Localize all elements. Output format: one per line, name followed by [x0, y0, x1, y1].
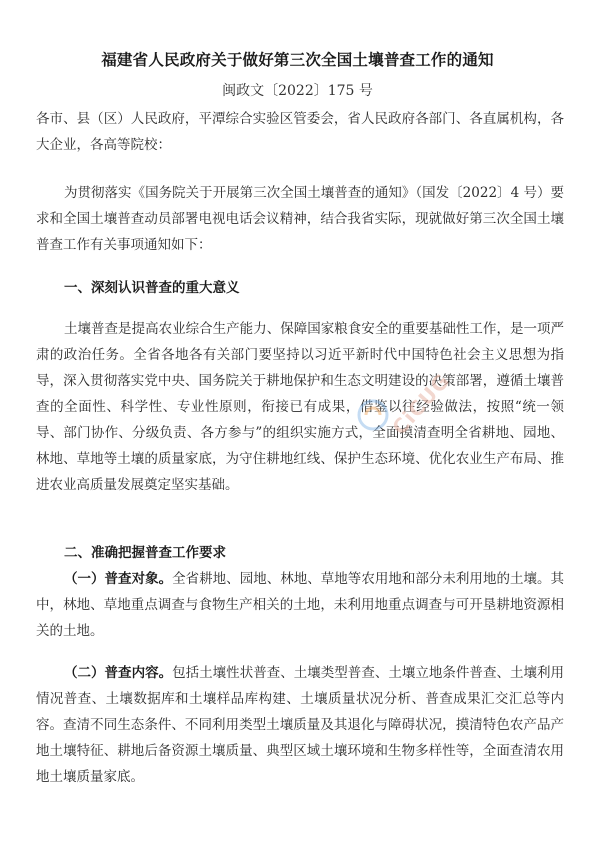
item-1-lead: （一）普查对象。 — [64, 571, 173, 587]
watermark-logo-icon — [356, 398, 390, 432]
document-title: 福建省人民政府关于做好第三次全国土壤普查工作的通知 — [101, 51, 494, 69]
intro-paragraph: 为贯彻落实《国务院关于开展第三次全国土壤普查的通知》（国发〔2022〕4 号）要求和全国土壤普查动员部署电视电话会议精神，结合我省实际，现就做好第三次全国土壤普查工作有关事项通知如下： — [36, 185, 564, 253]
addressee-line: 各市、县（区）人民政府，平潭综合实验区管委会，省人民政府各部门、各直属机构，各大企业，各高等院校： — [36, 111, 564, 153]
watermark-text: CiCUG — [387, 368, 455, 440]
section-1-body: 土壤普查是提高农业综合生产能力、保障国家粮食安全的重要基础性工作，是一项严肃的政治任务。全省各地各有关部门要坚持以习近平新时代中国特色社会主义思想为指导，深入贯彻落实党中央、国务院关于耕地保护和生态文明建设的决策部署，遵循土壤普查的全面性、科学性、专业性原则，衔接已有成果，借鉴以往经验做法，按照“统一领导、部门协作、分级负责、各方参与”的组织实施方式，全面摸清查明全省耕地、园地、林地、草地等土壤的质量家底，为守住耕地红线、保护生态环境、优化农业生产布局、推进农业高质量发展奠定坚实基础。 — [36, 321, 564, 493]
item-1-paragraph — [36, 566, 564, 644]
section-1-heading: 一、深刻认识普查的重大意义 — [64, 280, 240, 296]
item-2-paragraph — [36, 660, 564, 790]
item-2-lead: （二）普查内容。 — [64, 665, 173, 681]
section-2-heading: 二、准确把握普查工作要求 — [64, 545, 226, 561]
document-number: 闽政文〔2022〕175 号 — [222, 83, 373, 99]
item-2-body: 包括土壤性状普查、土壤类型普查、土壤立地条件普查、土壤利用情况普查、土壤数据库和土壤样品库构建、土壤质量状况分析、普查成果汇交汇总等内容。查清不同生态条件、不同利用类型土壤质量及其退化与障碍状况，摸清特色农产品产地土壤特征、耕地后备资源土壤质量、典型区域土壤环境和生物多样性等，全面查清农用地土壤质量家底。 — [36, 665, 565, 785]
item-1-body: 全省耕地、园地、林地、草地等农用地和部分未利用地的土壤。其中，林地、草地重点调查与食物生产相关的土地，未利用地重点调查与可开垦耕地资源相关的土地。 — [36, 571, 565, 639]
